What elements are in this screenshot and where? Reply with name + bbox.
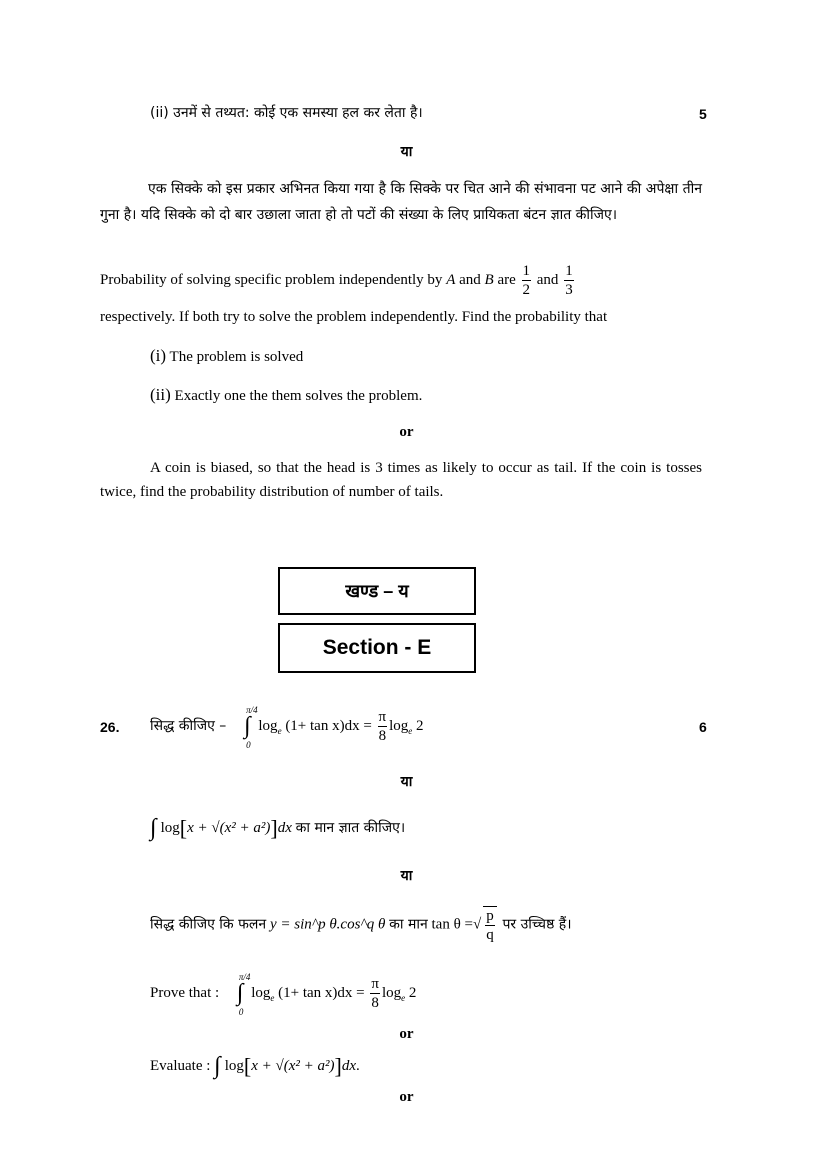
fraction-p-q: $\frac{p}{q}$	[483, 906, 497, 944]
or-english: or	[399, 1089, 414, 1105]
q25-part-ii-hindi: (ii) उनमें से तथ्यत: कोई एक समस्या हल कर लेता है।	[150, 105, 423, 121]
q26-english-statement: Prove that : ∫ π/4 0 $\log_e (1+ \tan x)dx$ = $\frac{\pi}{8}$ $\log_e 2$	[150, 972, 417, 1017]
q26-number: 26.	[100, 719, 120, 735]
or-english: or	[399, 424, 414, 440]
and-text: and	[536, 271, 559, 288]
integral-sign: ∫ π/4 0	[244, 705, 258, 750]
q26-marks: 6	[699, 719, 707, 735]
var-a: A	[446, 271, 456, 288]
fraction-pi-8: $\frac{\pi}{8}$	[378, 709, 387, 744]
q25-english-intro	[100, 262, 576, 299]
section-heading-hindi: खण्ड – य	[278, 567, 476, 615]
and-text: and	[459, 271, 481, 288]
fraction-third: $\frac{1}{3}$	[565, 263, 573, 298]
q25-hindi-alternative: एक सिक्के को इस प्रकार अभिनत किया गया है कि सिक्के पर चित आने की संभावना पट आने की अपेक्षा तीन गुना है। यदि सिक्के को दो बार उछाला जाता हो तो पटों की संख्या के लिए प्रायिकता बंटन ज्ञात कीजिए।	[100, 181, 702, 223]
integral-sign: ∫ π/4 0	[236, 972, 251, 1017]
q25-part-i: (i) The problem is solved	[150, 346, 304, 365]
fraction-half: $\frac{1}{2}$	[522, 263, 531, 298]
are-text: are	[497, 271, 516, 288]
section-heading-english: Section - E	[278, 623, 476, 673]
q26-hindi-alt-2: सिद्ध कीजिए कि फलन y = sin^p θ.cos^q θ का मान tan θ =√ $\frac{p}{q}$ पर उच्चिष्ठ हैं।	[150, 908, 572, 943]
var-b: B	[484, 271, 494, 288]
or-hindi: या	[400, 868, 413, 884]
intro-text: Probability of solving specific problem independently by	[100, 271, 443, 288]
q26-hindi-statement: सिद्ध कीजिए – ∫ π/4 0 $\log_e (1+ \tan x)dx$ = $\frac{\pi}{8}$ $\log_e 2$	[150, 705, 424, 750]
q25-marks: 5	[699, 106, 707, 122]
or-hindi: या	[400, 774, 413, 790]
q26-english-evaluate: Evaluate : ∫ log[x + √(x² + a²)]dx.	[150, 1053, 360, 1079]
prove-hindi: सिद्ध कीजिए –	[150, 717, 227, 734]
or-hindi: या	[400, 144, 413, 160]
q25-english-intro-cont: respectively. If both try to solve the problem independently. Find the probability that	[100, 309, 608, 325]
q25-english-alternative: A coin is biased, so that the head is 3 times as likely to occur as tail. If the coin is tosses twice, find the probability distribution of number of tails.	[100, 460, 702, 500]
q26-hindi-alt-1: ∫ log[x + √(x² + a²)]dx का मान ज्ञात कीजिए।	[150, 815, 406, 841]
integral-sign: ∫	[150, 815, 157, 841]
or-english: or	[399, 1026, 414, 1042]
q25-part-ii: (ii) Exactly one the them solves the problem.	[150, 385, 423, 404]
integral-sign: ∫	[214, 1053, 221, 1079]
fraction-pi-8: $\frac{\pi}{8}$	[371, 976, 379, 1011]
